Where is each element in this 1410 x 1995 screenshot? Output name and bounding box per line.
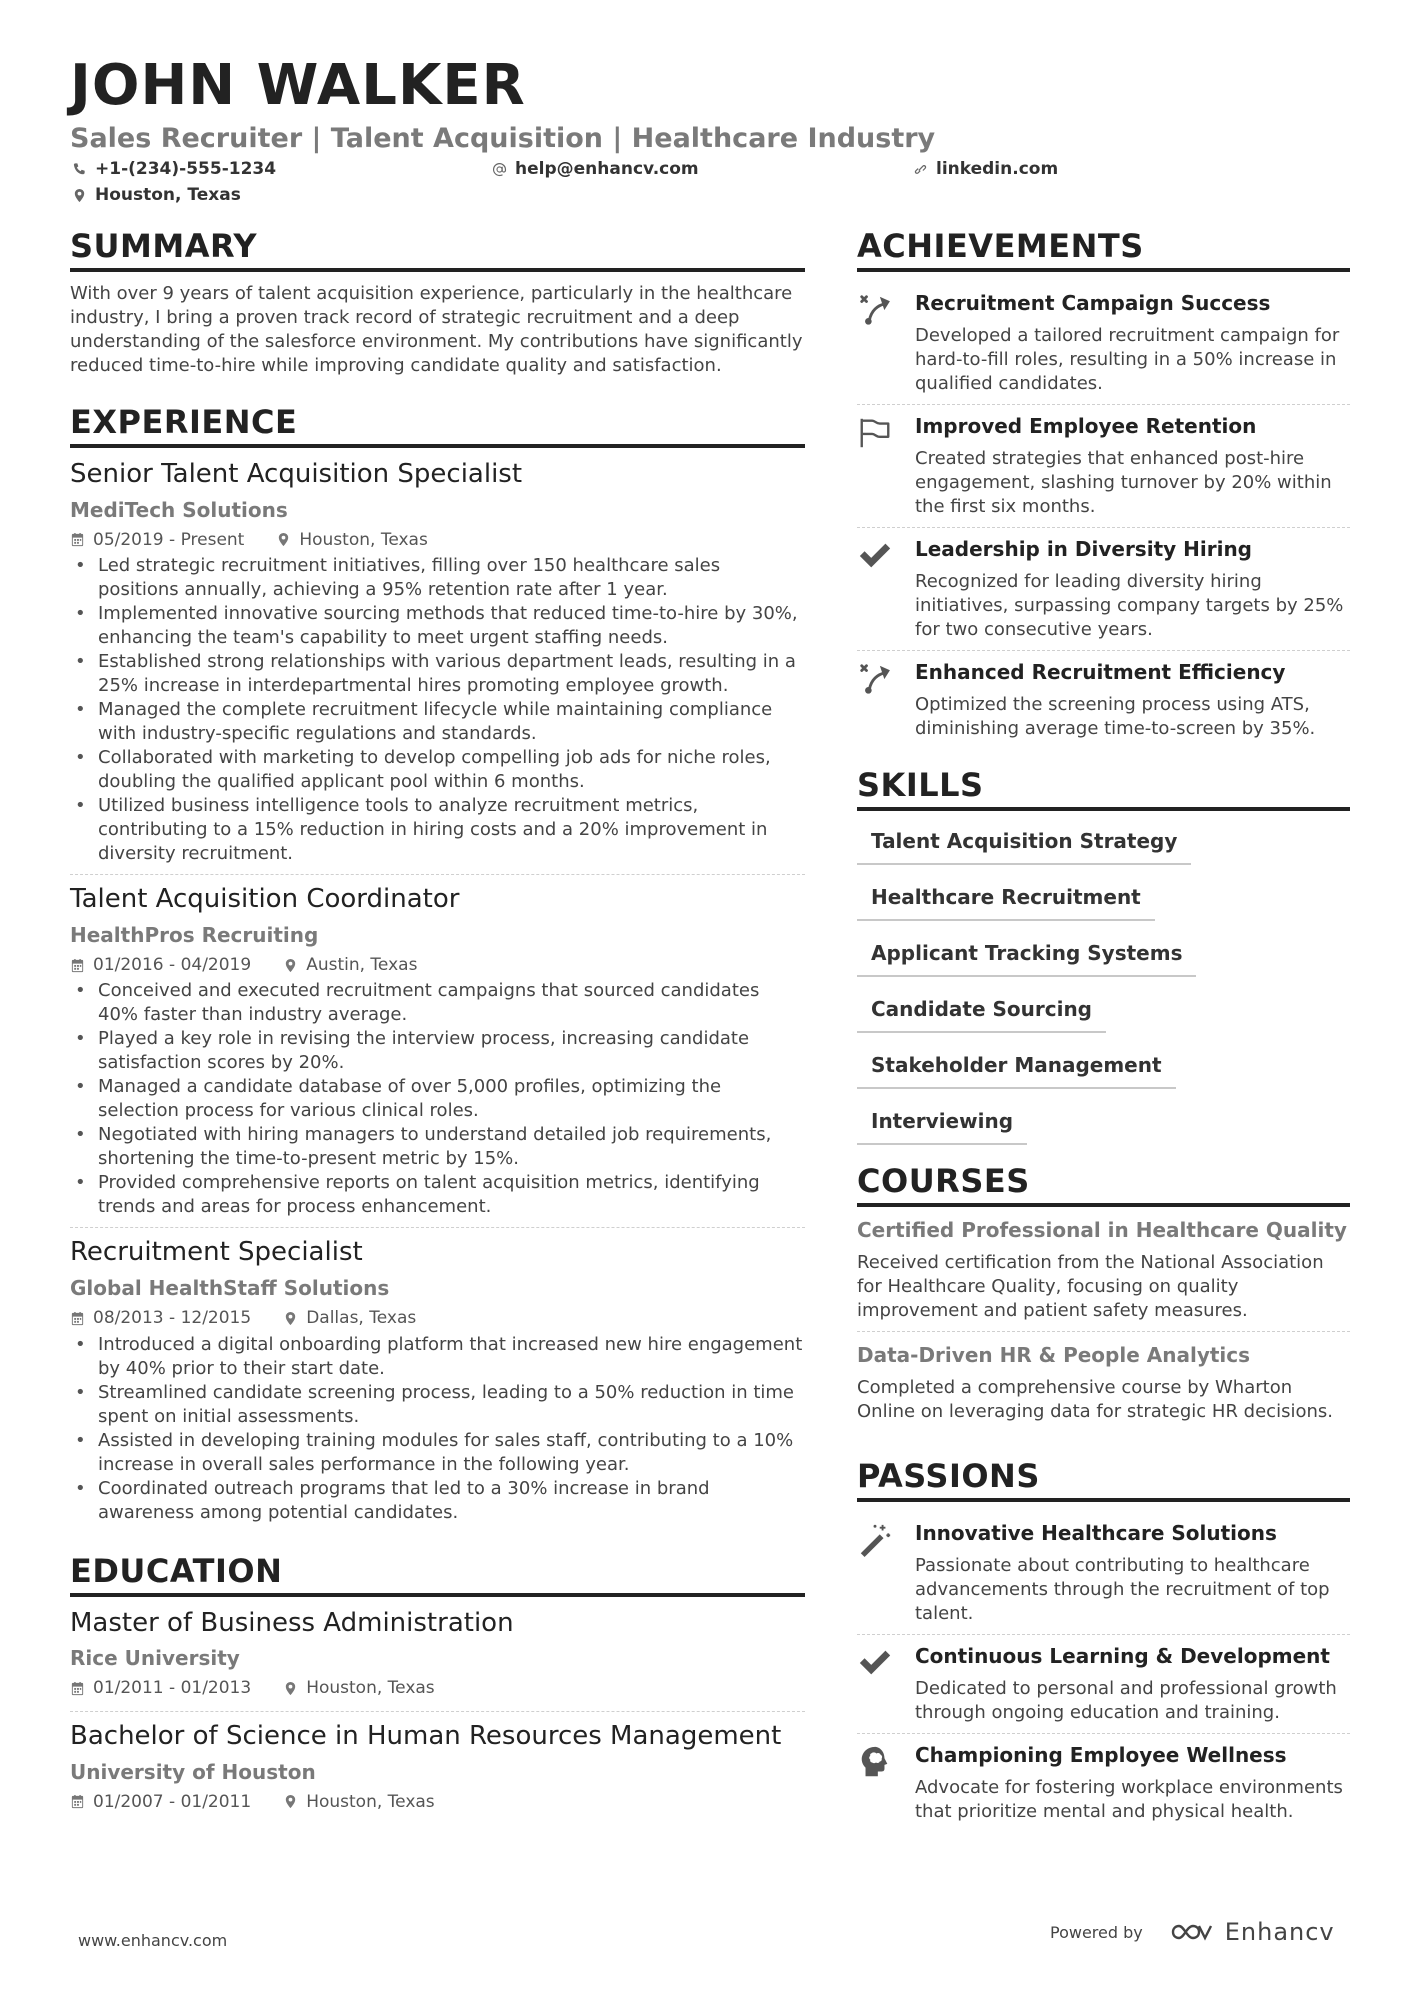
education-meta [70, 1678, 805, 1698]
passion-item-icon-wrap [857, 1742, 897, 1824]
education-meta [70, 1792, 805, 1812]
achievement-item-description: Recognized for leading diversity hiring initiatives, surpassing company targets by 25% for two consecutive years. [915, 571, 1344, 640]
achievement-item-title: Leadership in Diversity Hiring [915, 537, 1252, 561]
passion-item-title: Continuous Learning & Development [915, 1644, 1330, 1668]
passion-item-title: Championing Employee Wellness [915, 1743, 1287, 1767]
courses-list [857, 1217, 1350, 1432]
course-item [857, 1217, 1350, 1332]
job-bullet: • Coordinated outreach programs that led to a 30% increase in brand awareness among potential candidates. [70, 1477, 805, 1525]
skill-tag: Candidate Sourcing [857, 991, 1106, 1033]
achievement-item-description: Developed a tailored recruitment campaign for hard-to-fill roles, resulting in a 50% increase in qualified candidates. [915, 325, 1340, 394]
strategy-icon [857, 661, 893, 697]
achievement-item-icon-wrap [857, 413, 897, 519]
achievement-item-icon-wrap [857, 659, 897, 741]
achievement-item [857, 651, 1350, 749]
calendar-icon [70, 1794, 85, 1809]
achievement-item [857, 282, 1350, 405]
job-bullet: • Implemented innovative sourcing methods that reduced time-to-hire by 30%, enhancing the team's capability to meet urgent staffing needs. [70, 602, 805, 650]
job-bullet: • Led strategic recruitment initiatives, filling over 150 healthcare sales positions annually, achieving a 95% retention rate after 1 year. [70, 554, 805, 602]
achievements-heading: ACHIEVEMENTS [857, 230, 1350, 272]
job-location: Dallas, Texas [306, 1308, 417, 1329]
checkmark-icon [857, 1645, 893, 1681]
job-meta [70, 530, 805, 550]
achievement-item-body [915, 659, 1350, 741]
brain-head-icon [857, 1744, 893, 1780]
checkmark-icon [857, 538, 893, 574]
powered-by-label: Powered by [1050, 1922, 1143, 1942]
job-bullets [70, 554, 805, 866]
education-dates: 01/2007 - 01/2011 [93, 1791, 252, 1812]
job-bullets [70, 979, 805, 1219]
calendar-icon [70, 1311, 85, 1326]
job-bullet: • Managed the complete recruitment lifecycle while maintaining compliance with industry-specific regulations and standards. [70, 698, 805, 746]
passion-item-body [915, 1643, 1350, 1725]
degree-title: Bachelor of Science in Human Resources Management [70, 1720, 782, 1751]
skills-heading: SKILLS [857, 769, 1350, 811]
footer-branding [1050, 1918, 1335, 1946]
contact-location [72, 187, 241, 204]
location-pin-icon [283, 1794, 298, 1809]
achievement-item-title: Improved Employee Retention [915, 414, 1257, 438]
link-icon [913, 162, 928, 177]
skill-tag: Healthcare Recruitment [857, 879, 1155, 921]
experience-list [70, 458, 805, 1533]
achievement-item [857, 528, 1350, 651]
skill-tag: Talent Acquisition Strategy [857, 823, 1191, 865]
location-pin-icon [283, 958, 298, 973]
job-title: Senior Talent Acquisition Specialist [70, 459, 523, 489]
skill-tag: Applicant Tracking Systems [857, 935, 1196, 977]
skills-list [857, 823, 1350, 1145]
education-heading: EDUCATION [70, 1555, 805, 1597]
achievement-item-description: Created strategies that enhanced post-hire engagement, slashing turnover by 20% within the first six months. [915, 448, 1332, 517]
passion-item [857, 1734, 1350, 1832]
job-dates: 08/2013 - 12/2015 [93, 1308, 252, 1329]
contact-phone[interactable] [72, 161, 276, 178]
experience-item [70, 1236, 805, 1532]
passion-item-description: Passionate about contributing to healthcare advancements through the recruitment of top talent. [915, 1555, 1330, 1624]
course-description: Received certification from the National Association for Healthcare Quality, focusing on quality improvement and patient safety measures. [857, 1252, 1324, 1321]
summary-text: With over 9 years of talent acquisition experience, particularly in the healthcare industry, I bring a proven track record of strategic recruitment and a deep understanding of the salesforce environment. My contributions have significantly reduced time-to-hire while improving candidate quality and satisfaction. [70, 283, 803, 376]
education-location: Houston, Texas [306, 1791, 435, 1812]
company-name: MediTech Solutions [70, 497, 288, 522]
achievement-item-body [915, 413, 1350, 519]
skill-tag: Stakeholder Management [857, 1047, 1176, 1089]
job-bullet: • Introduced a digital onboarding platform that increased new hire engagement by 40% prior to their start date. [70, 1333, 805, 1381]
course-item [857, 1342, 1350, 1432]
job-dates: 05/2019 - Present [93, 529, 245, 550]
candidate-subtitle: Sales Recruiter | Talent Acquisition | Healthcare Industry [70, 123, 936, 154]
job-location: Austin, Texas [306, 954, 418, 975]
achievement-item-title: Recruitment Campaign Success [915, 291, 1271, 315]
job-bullet: • Assisted in developing training modules for sales staff, contributing to a 10% increase in overall sales performance in the following year. [70, 1429, 805, 1477]
education-list [70, 1607, 805, 1824]
contact-email[interactable] [492, 161, 699, 178]
company-name: HealthPros Recruiting [70, 922, 319, 947]
job-bullet: • Conceived and executed recruitment campaigns that sourced candidates 40% faster than industry average. [70, 979, 805, 1027]
location-pin-icon [283, 1681, 298, 1696]
skill-tag: Interviewing [857, 1103, 1027, 1145]
education-item [70, 1720, 805, 1824]
job-bullet: • Played a key role in revising the interview process, increasing candidate satisfaction scores by 20%. [70, 1027, 805, 1075]
flag-icon [857, 415, 893, 451]
contact-email-text: help@enhancv.com [515, 159, 699, 179]
passion-item-icon-wrap [857, 1520, 897, 1626]
passion-item-body [915, 1742, 1350, 1824]
achievement-item-icon-wrap [857, 290, 897, 396]
enhancv-logo-text: Enhancv [1224, 1918, 1335, 1946]
school-name: University of Houston [70, 1759, 316, 1784]
education-item [70, 1607, 805, 1712]
passions-list [857, 1512, 1350, 1832]
achievement-item-title: Enhanced Recruitment Efficiency [915, 660, 1286, 684]
job-title: Recruitment Specialist [70, 1237, 363, 1268]
passion-item-icon-wrap [857, 1643, 897, 1725]
phone-icon [72, 162, 87, 177]
job-bullet: • Collaborated with marketing to develop compelling job ads for niche roles, doubling the qualified applicant pool within 6 months. [70, 746, 805, 794]
calendar-icon [70, 1681, 85, 1696]
contact-linkedin-text: linkedin.com [936, 159, 1059, 179]
location-pin-icon [283, 1311, 298, 1326]
job-meta [70, 1308, 805, 1328]
passion-item-body [915, 1520, 1350, 1626]
course-title: Data-Driven HR & People Analytics [857, 1343, 1251, 1367]
passion-item-description: Dedicated to personal and professional growth through ongoing education and training. [915, 1678, 1337, 1723]
passion-item-description: Advocate for fostering workplace environments that prioritize mental and physical health. [915, 1777, 1343, 1822]
courses-heading: COURSES [857, 1165, 1350, 1207]
achievement-item-body [915, 536, 1350, 642]
job-bullet: • Negotiated with hiring managers to understand detailed job requirements, shortening the time-to-present metric by 15%. [70, 1123, 805, 1171]
enhancv-logo[interactable] [1169, 1918, 1335, 1946]
experience-heading: EXPERIENCE [70, 406, 805, 448]
job-bullets [70, 1333, 805, 1525]
experience-item [70, 883, 805, 1228]
course-description: Completed a comprehensive course by Wharton Online on leveraging data for strategic HR decisions. [857, 1377, 1333, 1422]
education-dates: 01/2011 - 01/2013 [93, 1678, 252, 1699]
job-bullet: • Managed a candidate database of over 5,000 profiles, optimizing the selection process for various clinical roles. [70, 1075, 805, 1123]
company-name: Global HealthStaff Solutions [70, 1276, 390, 1301]
achievements-list [857, 282, 1350, 749]
achievement-item-body [915, 290, 1350, 396]
footer-website[interactable]: www.enhancv.com [78, 1931, 228, 1950]
job-bullet: • Streamlined candidate screening process, leading to a 50% reduction in time spent on initial assessments. [70, 1381, 805, 1429]
right-column [857, 227, 1350, 1832]
enhancv-logo-icon [1169, 1920, 1215, 1944]
candidate-name: JOHN WALKER [70, 53, 526, 118]
left-column [70, 227, 805, 1832]
contact-phone-text: +1-(234)-555-1234 [95, 159, 277, 179]
passion-item [857, 1635, 1350, 1734]
job-bullet: • Established strong relationships with various department leads, resulting in a 25% increase in interdepartmental hires promoting employee growth. [70, 650, 805, 698]
job-bullet: • Utilized business intelligence tools to analyze recruitment metrics, contributing to a 15% reduction in hiring costs and a 20% improvement in diversity recruitment. [70, 794, 805, 866]
magic-wand-icon [857, 1522, 893, 1558]
job-title: Talent Acquisition Coordinator [70, 884, 460, 915]
passions-heading: PASSIONS [857, 1460, 1350, 1502]
job-location: Houston, Texas [299, 529, 428, 550]
degree-title: Master of Business Administration [70, 1607, 514, 1638]
contact-linkedin[interactable] [913, 161, 1058, 178]
achievement-item-icon-wrap [857, 536, 897, 642]
contact-location-text: Houston, Texas [95, 185, 241, 205]
location-pin-icon [72, 188, 87, 203]
experience-item [70, 458, 805, 875]
achievement-item-description: Optimized the screening process using ATS, diminishing average time-to-screen by 35%. [915, 694, 1316, 739]
passion-item-title: Innovative Healthcare Solutions [915, 1521, 1277, 1545]
school-name: Rice University [70, 1646, 240, 1671]
at-icon [492, 162, 507, 177]
education-location: Houston, Texas [306, 1678, 435, 1699]
strategy-icon [857, 292, 893, 328]
job-bullet: • Provided comprehensive reports on talent acquisition metrics, identifying trends and areas for process enhancement. [70, 1171, 805, 1219]
calendar-icon [70, 532, 85, 547]
calendar-icon [70, 958, 85, 973]
course-title: Certified Professional in Healthcare Quality [857, 1218, 1347, 1242]
achievement-item [857, 405, 1350, 528]
summary-heading: SUMMARY [70, 230, 805, 272]
job-meta [70, 955, 805, 975]
job-dates: 01/2016 - 04/2019 [93, 954, 252, 975]
location-pin-icon [276, 532, 291, 547]
passion-item [857, 1512, 1350, 1635]
